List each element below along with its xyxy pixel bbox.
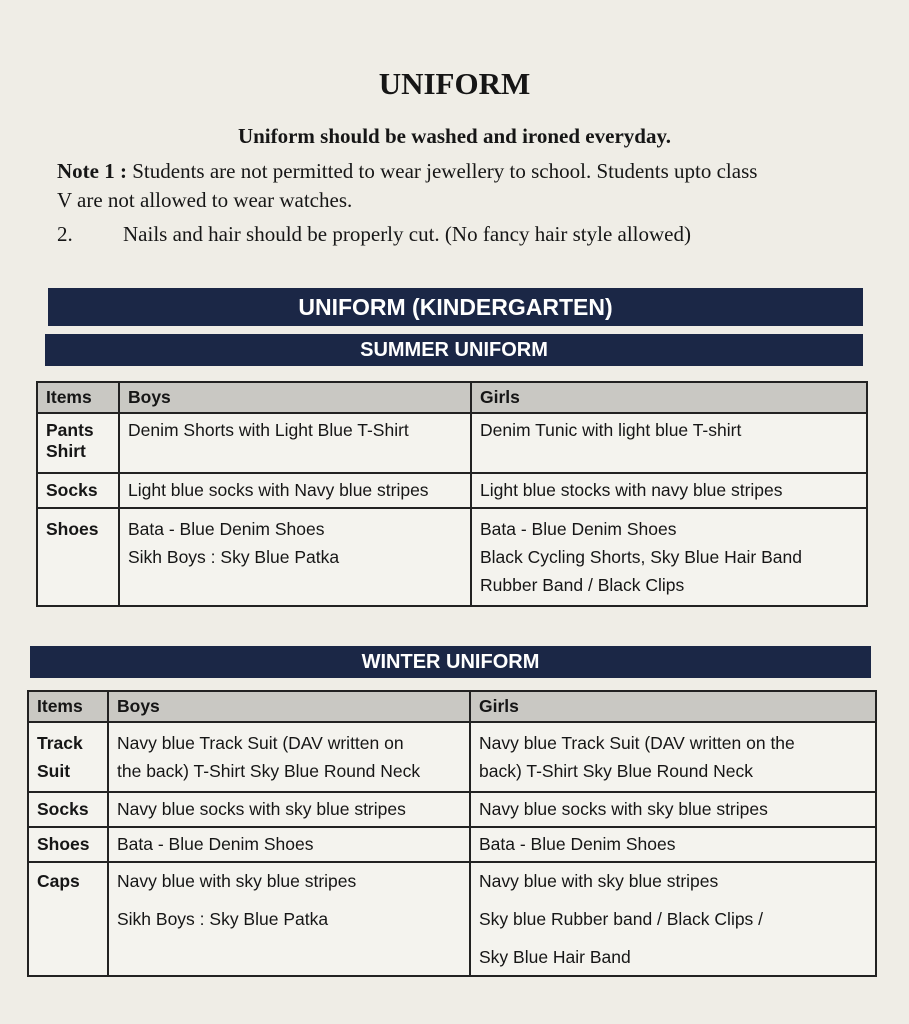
item-label: Suit xyxy=(37,761,71,781)
boys-text: Navy blue with sky blue stripes xyxy=(117,871,357,891)
boys-cell xyxy=(108,827,470,862)
note-1 xyxy=(57,157,907,186)
header-girls: Girls xyxy=(470,691,876,722)
boys-cell xyxy=(119,473,471,508)
summer-table-header-row xyxy=(37,382,867,413)
item-cell xyxy=(28,862,108,976)
girls-text: Rubber Band / Black Clips xyxy=(480,575,685,595)
boys-text: Navy blue socks with sky blue stripes xyxy=(117,799,406,819)
boys-text: Navy blue Track Suit (DAV written on xyxy=(117,733,404,753)
girls-text: Bata - Blue Denim Shoes xyxy=(480,519,677,539)
winter-uniform-banner: WINTER UNIFORM xyxy=(30,646,871,678)
item-cell xyxy=(37,473,119,508)
boys-text: Bata - Blue Denim Shoes xyxy=(128,519,325,539)
table-row xyxy=(28,722,876,792)
girls-text: Light blue stocks with navy blue stripes xyxy=(480,480,783,500)
girls-cell xyxy=(470,792,876,827)
girls-text: Bata - Blue Denim Shoes xyxy=(479,834,676,854)
page-subtitle: Uniform should be washed and ironed everyday. xyxy=(237,124,672,148)
girls-text: Denim Tunic with light blue T-shirt xyxy=(480,420,742,440)
note-1-continued xyxy=(57,186,907,215)
header-girls: Girls xyxy=(471,382,867,413)
boys-text: Sikh Boys : Sky Blue Patka xyxy=(117,909,329,929)
table-row xyxy=(28,827,876,862)
boys-cell xyxy=(119,508,471,606)
girls-text: Sky Blue Hair Band xyxy=(479,947,631,967)
table-row xyxy=(28,792,876,827)
kindergarten-banner: UNIFORM (KINDERGARTEN) xyxy=(48,288,863,326)
boys-text: the back) T-Shirt Sky Blue Round Neck xyxy=(117,761,421,781)
boys-cell xyxy=(108,792,470,827)
boys-cell xyxy=(108,862,470,976)
item-cell xyxy=(28,827,108,862)
girls-text: Black Cycling Shorts, Sky Blue Hair Band xyxy=(480,547,802,567)
girls-cell xyxy=(470,862,876,976)
girls-cell xyxy=(470,722,876,792)
boys-text: Light blue socks with Navy blue stripes xyxy=(128,480,429,500)
girls-cell xyxy=(471,413,867,473)
item-label: Shoes xyxy=(37,834,90,854)
girls-text: Navy blue socks with sky blue stripes xyxy=(479,799,768,819)
item-label: Pants xyxy=(46,420,94,440)
header-items: Items xyxy=(37,382,119,413)
girls-cell xyxy=(471,508,867,606)
item-cell xyxy=(37,508,119,606)
note-1-label: Note 1 : xyxy=(57,159,127,183)
boys-text: Bata - Blue Denim Shoes xyxy=(117,834,314,854)
header-boys: Boys xyxy=(119,382,471,413)
winter-uniform-table xyxy=(27,690,877,977)
item-cell xyxy=(37,413,119,473)
summer-uniform-banner: SUMMER UNIFORM xyxy=(45,334,863,366)
item-cell xyxy=(28,722,108,792)
page-title: UNIFORM xyxy=(378,66,531,101)
summer-uniform-table xyxy=(36,381,868,607)
item-cell xyxy=(28,792,108,827)
boys-text: Denim Shorts with Light Blue T-Shirt xyxy=(128,420,409,440)
boys-cell xyxy=(108,722,470,792)
item-label: Socks xyxy=(46,480,98,500)
table-row xyxy=(37,508,867,606)
boys-text: Sikh Boys : Sky Blue Patka xyxy=(128,547,340,567)
girls-text: Navy blue with sky blue stripes xyxy=(479,871,719,891)
girls-cell xyxy=(471,473,867,508)
item-label: Socks xyxy=(37,799,89,819)
table-row xyxy=(37,473,867,508)
winter-table-header-row xyxy=(28,691,876,722)
girls-text: Navy blue Track Suit (DAV written on the xyxy=(479,733,795,753)
note-2 xyxy=(57,220,907,249)
header-boys: Boys xyxy=(108,691,470,722)
note-2-number: 2. xyxy=(57,222,73,246)
boys-cell xyxy=(119,413,471,473)
girls-cell xyxy=(470,827,876,862)
note-1-text-line2: V are not allowed to wear watches. xyxy=(57,188,353,212)
girls-text: Sky blue Rubber band / Black Clips / xyxy=(479,909,764,929)
note-1-text-line1: Students are not permitted to wear jewellery to school. Students upto class xyxy=(132,159,758,183)
item-label: Caps xyxy=(37,871,80,891)
item-label: Shoes xyxy=(46,519,99,539)
girls-text: back) T-Shirt Sky Blue Round Neck xyxy=(479,761,753,781)
header-items: Items xyxy=(28,691,108,722)
note-2-text: Nails and hair should be properly cut. (No fancy hair style allowed) xyxy=(123,222,691,246)
table-row xyxy=(28,862,876,976)
item-label: Track xyxy=(37,733,83,753)
table-row xyxy=(37,413,867,473)
item-label: Shirt xyxy=(46,441,86,461)
